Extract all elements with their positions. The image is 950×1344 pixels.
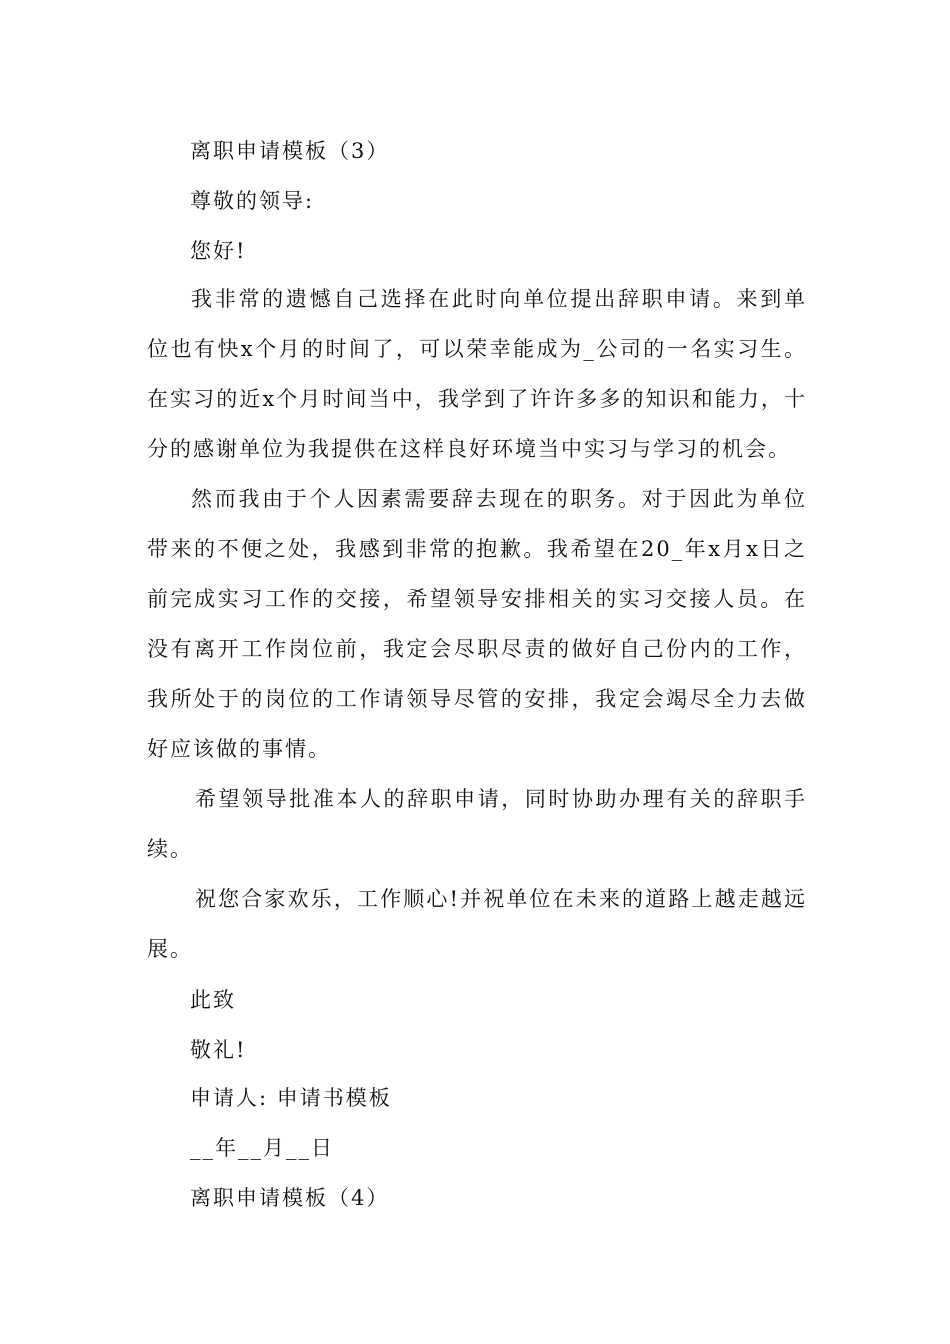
greeting: 您好! (190, 239, 247, 263)
paragraph: 希望领导批准本人的辞职申请，同时协助办理有关的辞职手续。 (147, 787, 807, 861)
salutation: 尊敬的领导: (190, 189, 315, 213)
closing-line: 此致 (190, 988, 236, 1012)
section-heading: 离职申请模板（4） (190, 1186, 390, 1210)
date-line: __年__月__日 (190, 1136, 334, 1160)
paragraph: 然而我由于个人因素需要辞去现在的职务。对于因此为单位带来的不便之处，我感到非常的抱歉。我希望在20_年x月x日之前完成实习工作的交接，希望领导安排相关的实习交接人员。在没有离开工作岗位前，我定会尽职尽责的做好自己份内的工作，我所处于的岗位的工作请领导尽管的安排，我定会竭尽全力去做好应该做的事情。 (147, 487, 807, 761)
applicant-signature: 申请人: 申请书模板 (190, 1086, 392, 1110)
closing-line: 敬礼! (190, 1038, 247, 1062)
paragraph: 我非常的遗憾自己选择在此时向单位提出辞职申请。来到单位也有快x个月的时间了，可以荣幸能成为_公司的一名实习生。在实习的近x个月时间当中，我学到了许许多多的知识和能力，十分的感谢单位为我提供在这样良好环境当中实习与学习的机会。 (147, 287, 807, 461)
section-heading: 离职申请模板（3） (190, 139, 390, 163)
paragraph: 祝您合家欢乐，工作顺心!并祝单位在未来的道路上越走越远展。 (147, 887, 807, 961)
